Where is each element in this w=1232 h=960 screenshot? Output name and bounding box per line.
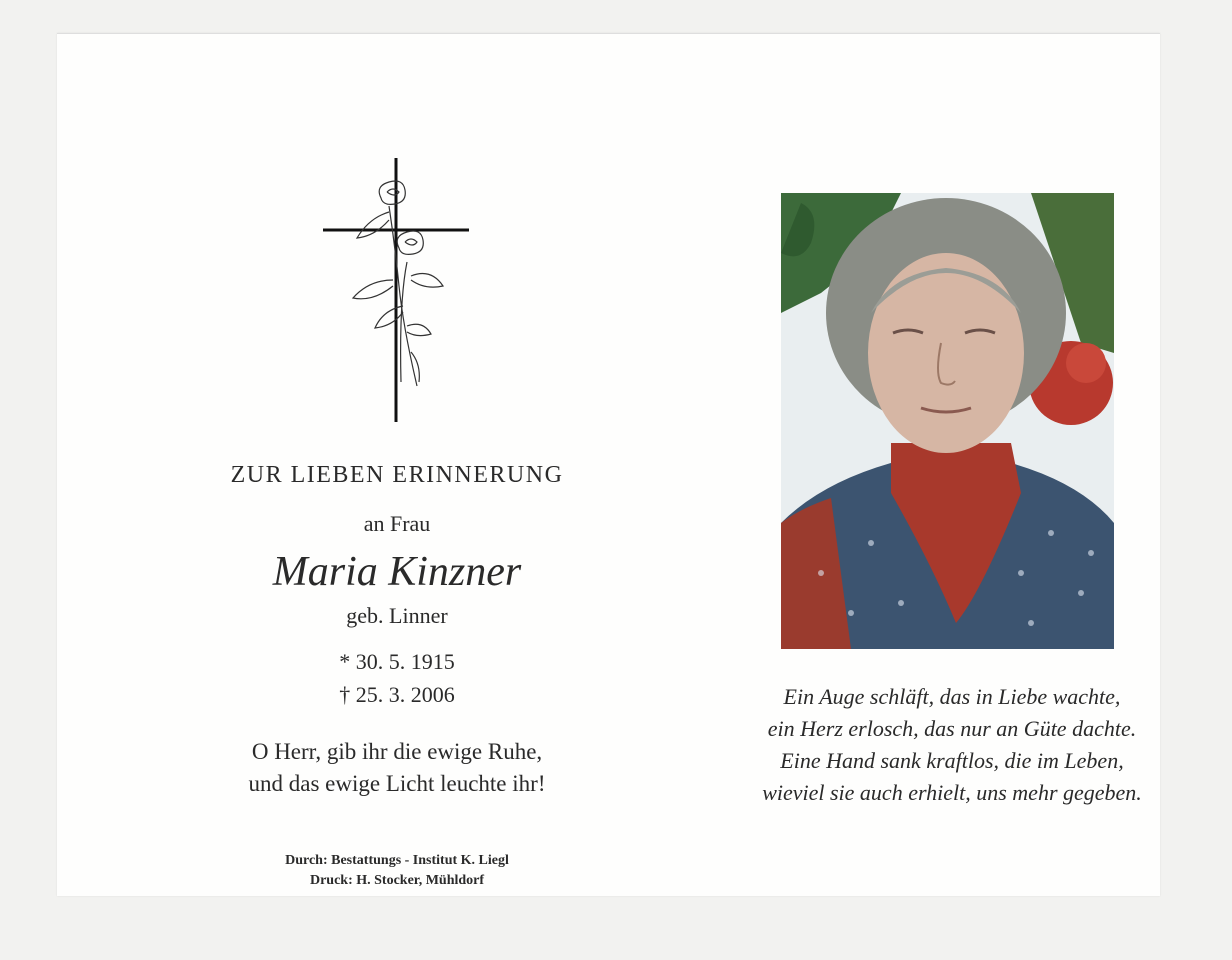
death-date: † 25. 3. 2006 [339,682,455,707]
memorial-verse [702,681,1202,809]
prayer [157,736,637,800]
portrait-photo [781,193,1114,649]
verse-line: Eine Hand sank kraftlos, die im Leben, [780,748,1124,773]
prayer-line: O Herr, gib ihr die ewige Ruhe, [251,739,543,764]
verse-line: wieviel sie auch erhielt, uns mehr gegeben. [762,780,1142,805]
credit-line: Druck: H. Stocker, Mühldorf [309,873,485,888]
prayer-line: und das ewige Licht leuchte ihr! [248,771,546,796]
maiden-name: geb. Linner [346,603,448,628]
verse-line: ein Herz erlosch, das nur an Güte dachte. [767,716,1137,741]
heading: ZUR LIEBEN ERINNERUNG [230,462,564,488]
cross-with-roses-icon [319,156,473,424]
salutation: an Frau [363,511,431,536]
deceased-name: Maria Kinzner [272,549,522,595]
verse-line: Ein Auge schläft, das in Liebe wachte, [783,684,1121,709]
memorial-card [57,33,1160,896]
credit-line: Durch: Bestattungs - Institut K. Liegl [285,853,509,868]
birth-date: * 30. 5. 1915 [339,649,455,674]
credits [157,851,637,891]
